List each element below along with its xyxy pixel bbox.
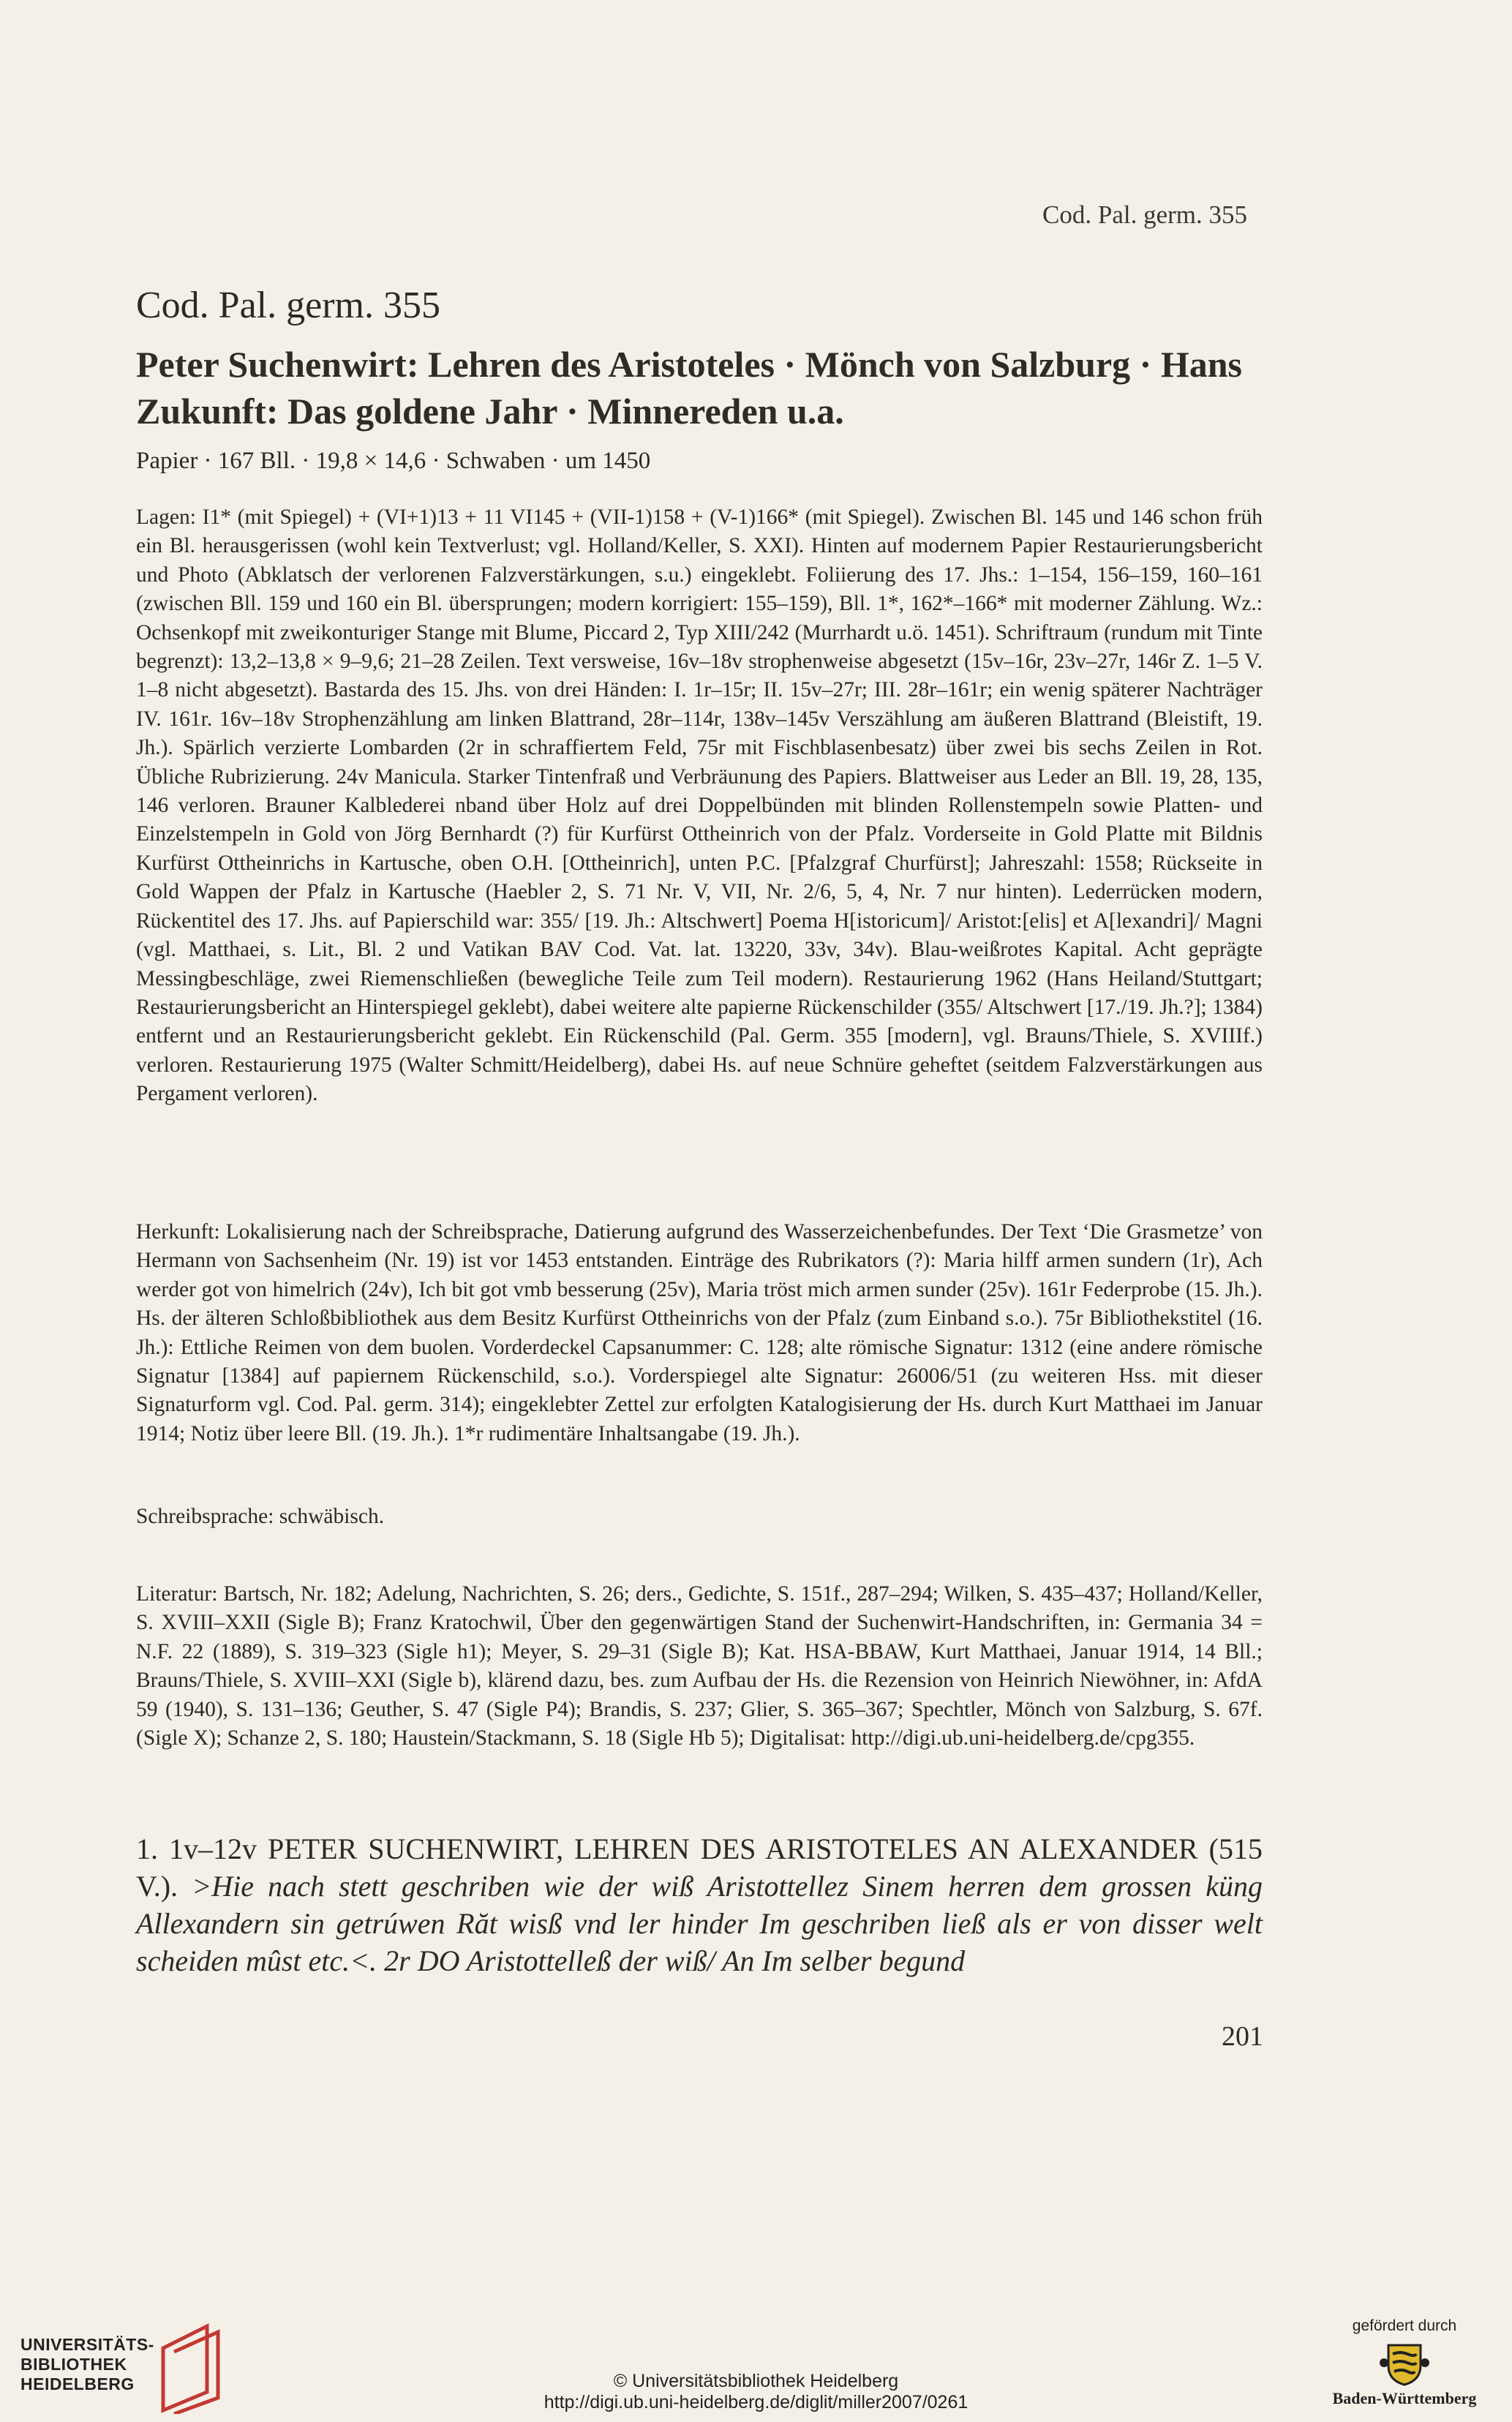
- physical-description-summary: Papier · 167 Bll. · 19,8 × 14,6 · Schwaben · um 1450: [136, 448, 651, 474]
- lagen-paragraph: Lagen: I1* (mit Spiegel) + (VI+1)13 + 11 VI145 + (VII-1)158 + (V-1)166* (mit Spiegel). Zwischen Bl. 145 und 146 schon früh ein Bl. herausgerissen (wohl kein Textverlust; vgl. Holland/Keller, S. XXI). Hinten auf modernem Papier Restaurierungsbericht und Photo (Abklatsch der verlorenen Falzverstärkungen, s.u.) eingeklebt. Foliierung des 17. Jhs.: 1–154, 156–159, 160–161 (zwischen Bll. 159 und 160 ein Bl. übersprungen; modern korrigiert: 155–159), Bll. 1*, 162*–166* mit moderner Zählung. Wz.: Ochsenkopf mit zweikonturiger Stange mit Blume, Piccard 2, Typ XIII/242 (Murrhardt u.ö. 1451). Schriftraum (rundum mit Tinte begrenzt): 13,2–13,8 × 9–9,6; 21–28 Zeilen. Text versweise, 16v–18v strophenweise abgesetzt (15v–16r, 23v–27r, 146r Z. 1–5 V. 1–8 nicht abgesetzt). Bastarda des 15. Jhs. von drei Händen: I. 1r–15r; II. 15v–27r; III. 28r–161r; ein wenig späterer Nachträger IV. 161r. 16v–18v Strophenzählung am linken Blattrand, 28r–114r, 138v–145v Verszählung am äußeren Blattrand (Bleistift, 19. Jh.). Spärlich verzierte Lombarden (2r in schraffiertem Feld, 75r mit Fischblasenbesatz) über zwei bis sechs Zeilen in Rot. Übliche Rubrizierung. 24v Manicula. Starker Tintenfraß und Verbräunung des Papiers. Blattweiser aus Leder an Bll. 19, 28, 135, 146 verloren. Brauner Kalblederei nband über Holz auf drei Doppelbünden mit blinden Rollenstempeln sowie Platten- und Einzelstempeln in Gold von Jörg Bernhardt (?) für Kurfürst Ottheinrich von der Pfalz. Vorderseite in Gold Platte mit Bildnis Kurfürst Ottheinrichs in Kartusche, oben O.H. [Ottheinrich], unten P.C. [Pfalzgraf Churfürst]; Jahreszahl: 1558; Rückseite in Gold Wappen der Pfalz in Kartusche (Haebler 2, S. 71 Nr. V, VII, Nr. 2/6, 5, 4, Nr. 7 nur hinten). Lederrücken modern, Rückentitel des 17. Jhs. auf Papierschild war: 355/ [19. Jh.: Altschwert] Poema H[istoricum]/ Aristot:[elis] et A[lexandri]/ Magni (vgl. Matthaei, s. Lit., Bl. 2 und Vatikan BAV Cod. Vat. lat. 13220, 33v, 34v). Blau-weißrotes Kapital. Acht geprägte Messingbeschläge, zwei Riemenschließen (bewegliche Teile zum Teil modern). Restaurierung 1962 (Hans Heiland/Stuttgart; Restaurierungsbericht an Hinterspiegel geklebt), dabei weitere alte papierne Rückenschilder (355/ Altschwert [17./19. Jh.?]; 1384) entfernt und an Restaurierungsbericht geklebt. Ein Rückenschild (Pal. Germ. 355 [modern], vgl. Brauns/Thiele, S. XVIIIf.) verloren. Restaurierung 1975 (Walter Schmitt/Heidelberg), dabei Hs. auf neue Schnüre geheftet (seitdem Falzverstärkungen aus Pergament verloren).: [136, 505, 1263, 1106]
- entry-1-head: 1. 1v–12v PETER SUCHENWIRT, LEHREN DES ARISTOTELES AN ALEXANDER (515 V.).: [136, 1832, 1263, 1903]
- funded-by-label: gefördert durch: [1352, 2317, 1457, 2334]
- funding-note: [1313, 2317, 1496, 2408]
- permalink-url[interactable]: http://digi.ub.uni-heidelberg.de/diglit/miller2007/0261: [544, 2392, 968, 2412]
- funder-name: Baden-Württemberg: [1332, 2389, 1477, 2407]
- copyright-text: © Universitätsbibliothek Heidelberg: [613, 2371, 899, 2391]
- schreibsprache-paragraph: Schreibsprache: schwäbisch.: [136, 1505, 385, 1528]
- library-logo-text: UNIVERSITÄTS- BIBLIOTHEK HEIDELBERG: [20, 2335, 154, 2393]
- manuscript-signature: Cod. Pal. germ. 355: [136, 285, 440, 326]
- footer-credit: [0, 2371, 1512, 2413]
- page-number: 201: [1222, 2021, 1263, 2052]
- running-head: Cod. Pal. germ. 355: [1042, 200, 1247, 229]
- herkunft-paragraph: Herkunft: Lokalisierung nach der Schreibsprache, Datierung aufgrund des Wasserzeichenbefundes. Der Text ‘Die Grasmetze’ von Hermann von Sachsenheim (Nr. 19) ist vor 1453 entstanden. Einträge des Rubrikators (?): Maria hilff armen sundern (1r), Ach werder got von himelrich (24v), Ich bit got vmb besserung (25v), Maria tröst mich armen sunder (25v). 161r Federprobe (15. Jh.). Hs. der älteren Schloßbibliothek aus dem Besitz Kurfürst Ottheinrichs von der Pfalz (zum Einband s.o.). 75r Bibliothekstitel (16. Jh.): Ettliche Reimen von dem buolen. Vorderdeckel Capsanummer: C. 128; alte römische Signatur: 1312 (eine andere römische Signatur [1384] auf papiernem Rückenschild, s.o.). Vorderspiegel alte Signatur: 26006/51 (zu weiteren Hss. mit dieser Signaturform vgl. Cod. Pal. germ. 314); eingeklebter Zettel zur erfolgten Katalogisierung der Hs. durch Kurt Matthaei im Januar 1914; Notiz über leere Bll. (19. Jh.). 1*r rudimentäre Inhaltsangabe (19. Jh.).: [136, 1220, 1263, 1445]
- literatur-paragraph: Literatur: Bartsch, Nr. 182; Adelung, Nachrichten, S. 26; ders., Gedichte, S. 151f., 287–294; Wilken, S. 435–437; Holland/Keller, S. XVIII–XXII (Sigle B); Franz Kratochwil, Über den gegenwärtigen Stand der Suchenwirt-Handschriften, in: Germania 34 = N.F. 22 (1889), S. 319–323 (Sigle h1); Meyer, S. 29–31 (Sigle B); Kat. HSA-BBAW, Kurt Matthaei, Januar 1914, 14 Bll.; Brauns/Thiele, S. XVIII–XXI (Sigle b), klärend dazu, bes. zum Aufbau der Hs. die Rezension von Heinrich Niewöhner, in: AfdA 59 (1940), S. 131–136; Geuther, S. 47 (Sigle P4); Brandis, S. 237; Glier, S. 365–367; Spechtler, Mönch von Salzburg, S. 67f. (Sigle X); Schanze 2, S. 180; Haustein/Stackmann, S. 18 (Sigle Hb 5); Digitalisat: http://digi.ub.uni-heidelberg.de/cpg355.: [136, 1582, 1263, 1750]
- entry-1-text: >Hie nach stett geschriben wie der wiß Aristottellez Sinem herren dem grossen küng Allexandern sin getrúwen Răt wisß vnd ler hinder Im geschriben ließ als er von disser welt scheiden mûst etc.<. 2r DO Aristottelleß der wiß/ An Im selber begund: [136, 1870, 1263, 1977]
- entry-1: [136, 1830, 1263, 1979]
- coat-of-arms-icon: [1378, 2341, 1431, 2386]
- manuscript-title: Peter Suchenwirt: Lehren des Aristoteles · Mönch von Salzburg · Hans Zukunft: Das goldene Jahr · Minnereden u.a.: [136, 344, 1243, 432]
